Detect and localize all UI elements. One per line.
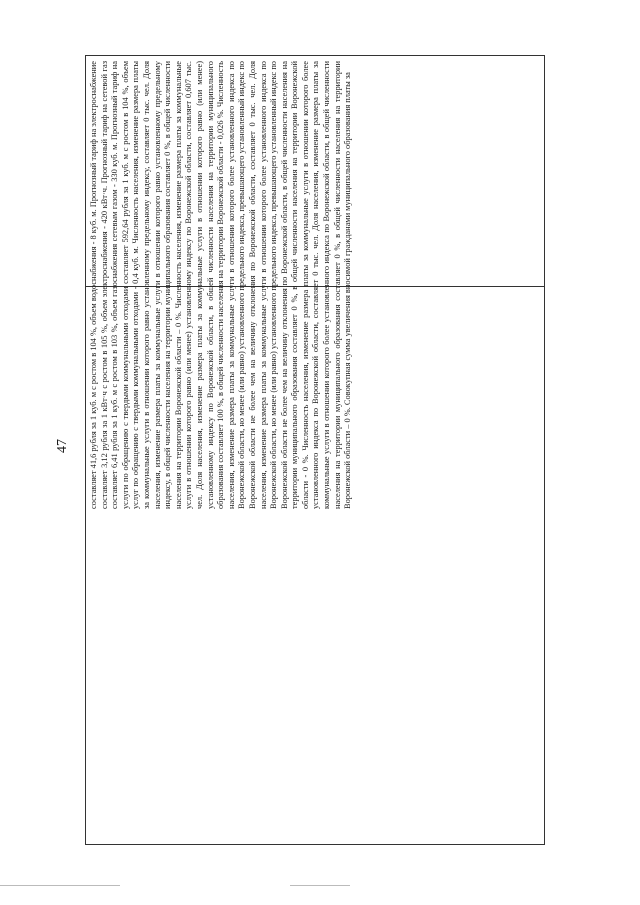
scan-artifact-line	[0, 885, 120, 886]
page-number: 47	[55, 439, 70, 453]
table-cell-content	[85, 55, 545, 509]
text-rotation-wrapper	[85, 61, 545, 515]
rotated-cell	[85, 55, 545, 509]
body-paragraph: составляет 41,6 рубля за 1 куб. м с ростом в 104 %, объем водоснабжения - 8 куб. м. Прогнозный тариф на электроснабжение составляет 3,12 рубля за 1 кВт·ч с ростом в 105 %, объем электроснабжения - 420 кВт·ч. Прогнозный тариф на сетевой газ составляет 6,41 рубля за 1 куб. м с ростом в 103 %, объем газоснабжения сетевым газом - 330 куб. м. Прогнозный тариф на услуги по обращению с твердыми коммунальными отходами составляет 592,64 рубля за 1 куб. м с ростом в 104 %, объем услуг по обращению с твердыми коммунальными отходами - 0,4 куб. м. Численность населения, изменение размера платы за коммунальные услуги в отношении которого равно установленному предельному индексу, составляет 0 тыс. чел. Доля населения, изменение размера платы за коммунальные услуги в отношении которого равно установленному предельному индексу, в общей численности населения на территории муниципального образования составляет 0 %, в общей численности населения на территории Воронежской области – 0 %. Численность населения, изменение размера платы за коммунальные услуги в отношении которого равно (или менее) установленному индексу по Воронежской области, составляет 0,607 тыс. чел. Доля населения, изменение размера платы за коммунальные услуги в отношении которого равно (или менее) установленному индексу по Воронежской области, в общей численности населения на территории муниципального образования составляет 100 %, в общей численности населения на территории Воронежской области - 0,026 %. Численность населения, изменение размера платы за коммунальные услуги в отношении которого более установленного индекса по Воронежской области, но менее (или равно) установленного предельного индекса, превышающего установленный индекс по Воронежской области не более чем на величину отклонения по Воронежской области, составляет 0 тыс. чел. Доля населения, изменение размера платы за коммунальные услуги в отношении которого более установленного индекса по Воронежской области, но менее (или равно) установленного предельного индекса, превышающего установленный индекс по Воронежской области не более чем на величину отклонения по Воронежской области, в общей численности населения на территории муниципального образования составляет 0 %, в общей численности населения на территории Воронежской области - 0 %. Численность населения, изменение размера платы за коммунальные услуги в отношении которого более установленного индекса по Воронежской области, составляет 0 тыс. чел. Доля населения, изменение размера платы за коммунальные услуги в отношении которого более установленного индекса по Воронежской области, в общей численности населения на территории муниципального образования составляет 0 %, в общей численности населения на территории Воронежской области – 0 %. Совокупная сумма увеличения вносимой гражданами муниципального образования платы за	[89, 61, 353, 509]
scan-artifact-line	[290, 885, 350, 886]
